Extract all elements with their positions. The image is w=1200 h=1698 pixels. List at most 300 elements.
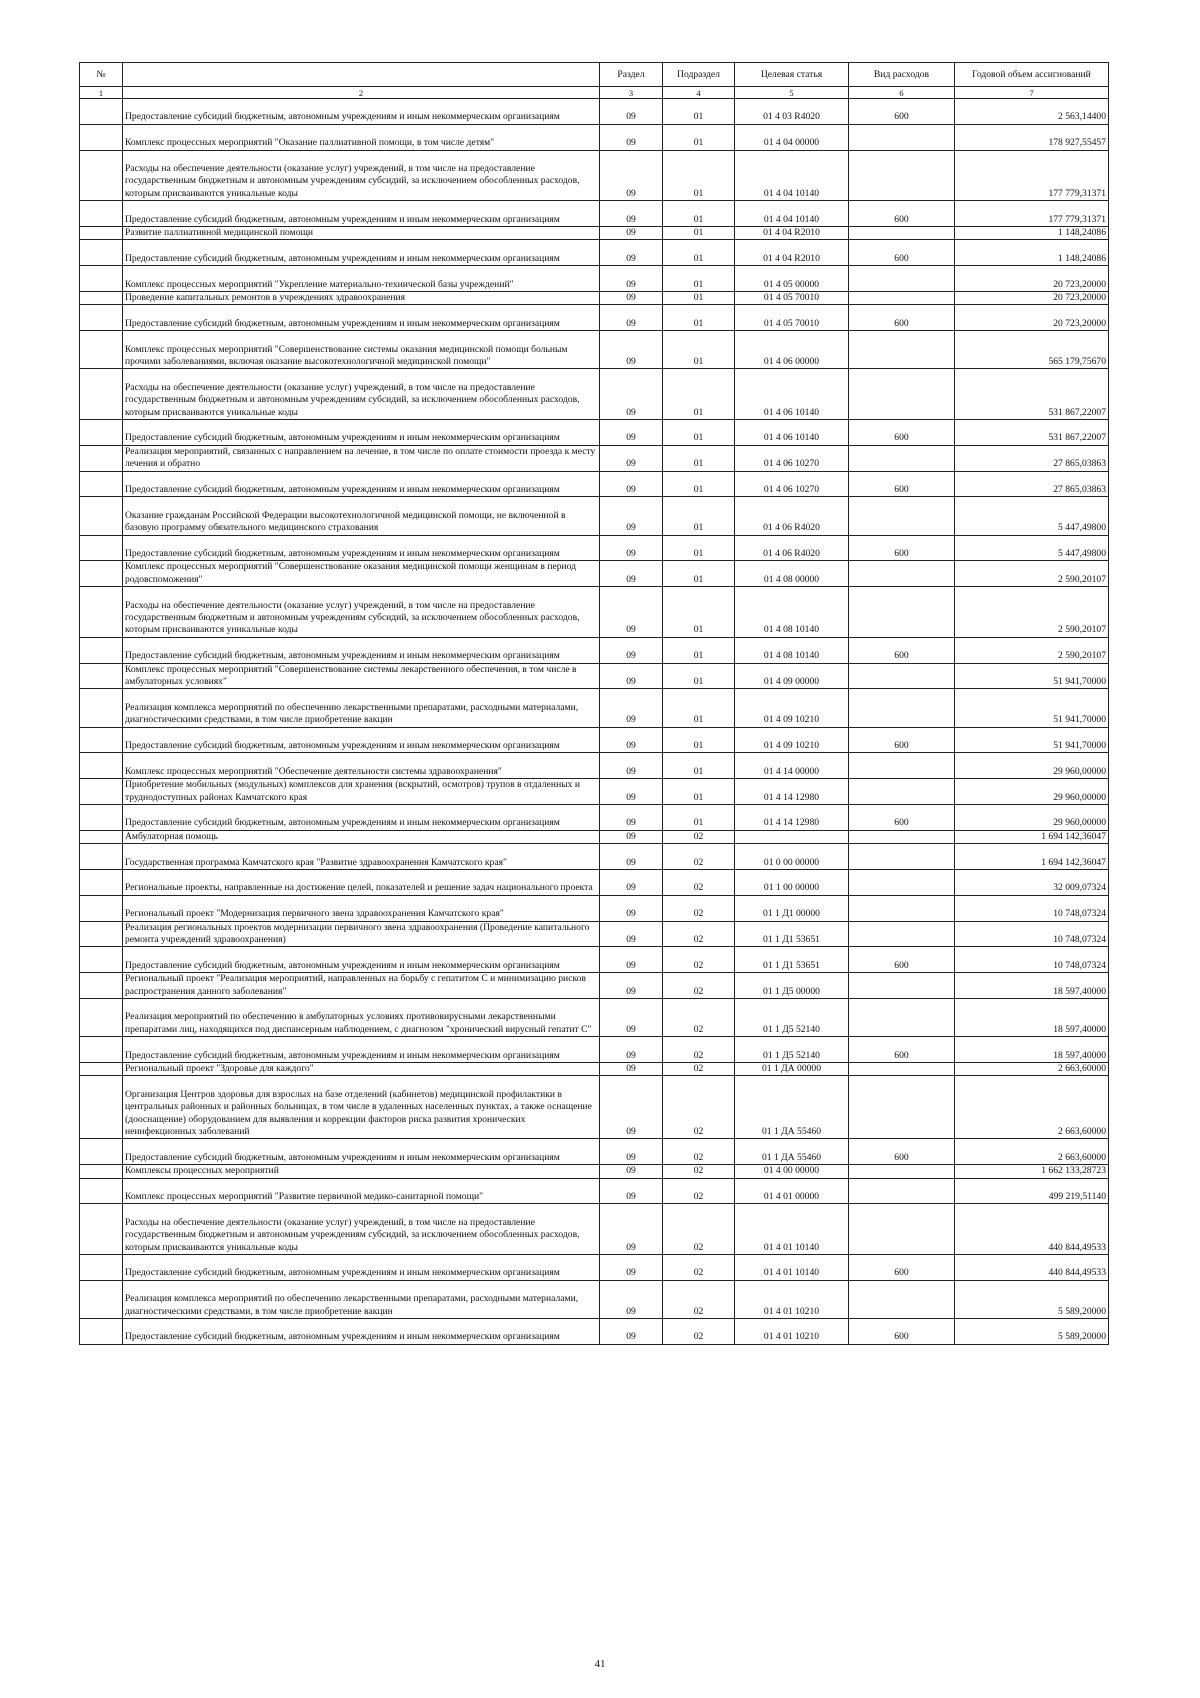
row-section: 09 — [600, 947, 663, 973]
row-amount: 499 219,51140 — [955, 1178, 1109, 1204]
row-subsection: 01 — [663, 753, 735, 779]
row-name: Предоставление субсидий бюджетным, автономным учреждениям и иным некоммерческим организациям — [123, 240, 600, 266]
row-section: 09 — [600, 1280, 663, 1318]
row-number — [80, 637, 123, 663]
row-expense-type: 600 — [849, 1254, 955, 1280]
row-subsection: 02 — [663, 1318, 735, 1344]
table-row — [80, 291, 1109, 304]
row-expense-type — [849, 1178, 955, 1204]
row-target-article: 01 1 ДА 00000 — [735, 1062, 849, 1075]
row-expense-type — [849, 998, 955, 1036]
row-name: Расходы на обеспечение деятельности (оказание услуг) учреждений, в том числе на предоставление государственным бюджетным и автономным учреждениям субсидий, за исключением обособленных расходов, которым присваиваются уникальные коды — [123, 150, 600, 201]
row-expense-type — [849, 895, 955, 921]
row-number — [80, 663, 123, 689]
table-row — [80, 1318, 1109, 1344]
row-number — [80, 689, 123, 727]
row-number — [80, 419, 123, 445]
row-expense-type — [849, 587, 955, 638]
header-sum: Годовой объем ассигнований — [955, 63, 1109, 87]
column-index: 3 — [600, 87, 663, 99]
row-target-article: 01 4 09 00000 — [735, 663, 849, 689]
table-row — [80, 150, 1109, 201]
row-number — [80, 1165, 123, 1178]
row-expense-type: 600 — [849, 1139, 955, 1165]
row-number — [80, 587, 123, 638]
row-amount: 531 867,22007 — [955, 419, 1109, 445]
row-section: 09 — [600, 779, 663, 805]
row-section: 09 — [600, 921, 663, 947]
column-index: 4 — [663, 87, 735, 99]
row-subsection: 01 — [663, 561, 735, 587]
row-section: 09 — [600, 1178, 663, 1204]
table-row — [80, 587, 1109, 638]
row-section: 09 — [600, 1165, 663, 1178]
row-amount: 531 867,22007 — [955, 369, 1109, 420]
table-row — [80, 1204, 1109, 1255]
row-section: 09 — [600, 150, 663, 201]
row-target-article: 01 4 06 R4020 — [735, 497, 849, 535]
row-subsection: 01 — [663, 445, 735, 471]
row-name: Предоставление субсидий бюджетным, автономным учреждениям и иным некоммерческим организациям — [123, 305, 600, 331]
row-subsection: 01 — [663, 535, 735, 561]
row-number — [80, 124, 123, 150]
row-expense-type: 600 — [849, 471, 955, 497]
row-target-article: 01 4 06 10140 — [735, 369, 849, 420]
row-target-article: 01 4 08 10140 — [735, 587, 849, 638]
table-row — [80, 331, 1109, 369]
row-target-article: 01 4 06 10270 — [735, 445, 849, 471]
table-header-row — [80, 63, 1109, 87]
row-amount: 29 960,00000 — [955, 753, 1109, 779]
row-name: Комплекс процессных мероприятий "Совершенствование оказания медицинской помощи женщинам в период родовспоможения" — [123, 561, 600, 587]
row-name: Предоставление субсидий бюджетным, автономным учреждениям и иным некоммерческим организациям — [123, 1254, 600, 1280]
row-expense-type — [849, 331, 955, 369]
row-target-article: 01 4 09 10210 — [735, 727, 849, 753]
table-row — [80, 266, 1109, 292]
row-name: Развитие паллиативной медицинской помощи — [123, 226, 600, 239]
row-number — [80, 445, 123, 471]
table-row — [80, 226, 1109, 239]
row-amount: 2 590,20107 — [955, 561, 1109, 587]
table-row — [80, 497, 1109, 535]
row-name: Реализация региональных проектов модернизации первичного звена здравоохранения (Проведение капитального ремонта учреждений здравоохранения) — [123, 921, 600, 947]
row-name: Комплекс процессных мероприятий "Оказание паллиативной помощи, в том числе детям" — [123, 124, 600, 150]
row-name: Предоставление субсидий бюджетным, автономным учреждениям и иным некоммерческим организациям — [123, 1139, 600, 1165]
table-row — [80, 1254, 1109, 1280]
table-row — [80, 1076, 1109, 1139]
row-target-article: 01 1 Д1 00000 — [735, 895, 849, 921]
row-amount: 27 865,03863 — [955, 445, 1109, 471]
row-target-article: 01 4 01 10210 — [735, 1280, 849, 1318]
row-number — [80, 1037, 123, 1063]
table-row — [80, 201, 1109, 227]
row-section: 09 — [600, 727, 663, 753]
table-row — [80, 779, 1109, 805]
row-number — [80, 921, 123, 947]
row-subsection: 02 — [663, 1139, 735, 1165]
row-expense-type — [849, 663, 955, 689]
row-target-article: 01 4 04 R2010 — [735, 240, 849, 266]
row-amount: 18 597,40000 — [955, 998, 1109, 1036]
row-section: 09 — [600, 124, 663, 150]
row-name: Организация Центров здоровья для взрослых на базе отделений (кабинетов) медицинской профилактики в центральных районных и районных больницах, в том числе в удаленных населенных пунктах, а также оснащение (дооснащение) оборудованием для выявления и коррекции факторов риска развития хронических неинфекционных заболеваний — [123, 1076, 600, 1139]
row-number — [80, 1062, 123, 1075]
table-row — [80, 895, 1109, 921]
row-section: 09 — [600, 895, 663, 921]
row-amount: 51 941,70000 — [955, 663, 1109, 689]
row-amount: 2 663,60000 — [955, 1139, 1109, 1165]
row-expense-type — [849, 1165, 955, 1178]
row-number — [80, 266, 123, 292]
row-name: Реализация мероприятий по обеспечению в амбулаторных условиях противовирусными лекарственными препаратами лиц, находящихся под диспансерным наблюдением, с диагнозом "хронический вирусный гепатит С" — [123, 998, 600, 1036]
row-number — [80, 150, 123, 201]
row-subsection: 01 — [663, 305, 735, 331]
row-name: Предоставление субсидий бюджетным, автономным учреждениям и иным некоммерческим организациям — [123, 947, 600, 973]
budget-table — [79, 62, 1109, 1345]
row-target-article: 01 4 00 00000 — [735, 1165, 849, 1178]
row-subsection: 01 — [663, 291, 735, 304]
row-target-article: 01 4 04 10140 — [735, 150, 849, 201]
row-target-article — [735, 830, 849, 843]
row-amount: 5 589,20000 — [955, 1318, 1109, 1344]
page-number: 41 — [594, 1658, 606, 1670]
row-amount: 10 748,07324 — [955, 921, 1109, 947]
row-name: Амбулаторная помощь — [123, 830, 600, 843]
row-amount: 565 179,75670 — [955, 331, 1109, 369]
row-expense-type — [849, 830, 955, 843]
row-number — [80, 998, 123, 1036]
row-subsection: 02 — [663, 1254, 735, 1280]
table-body — [80, 99, 1109, 1345]
row-number — [80, 804, 123, 830]
row-section: 09 — [600, 240, 663, 266]
row-amount: 32 009,07324 — [955, 869, 1109, 895]
row-number — [80, 561, 123, 587]
row-section: 09 — [600, 830, 663, 843]
row-amount: 440 844,49533 — [955, 1254, 1109, 1280]
table-row — [80, 471, 1109, 497]
row-subsection: 02 — [663, 1165, 735, 1178]
table-row — [80, 419, 1109, 445]
row-section: 09 — [600, 99, 663, 125]
row-name: Расходы на обеспечение деятельности (оказание услуг) учреждений, в том числе на предоставление государственным бюджетным и автономным учреждениям субсидий, за исключением обособленных расходов, которым присваиваются уникальные коды — [123, 369, 600, 420]
row-target-article: 01 4 08 00000 — [735, 561, 849, 587]
row-name: Предоставление субсидий бюджетным, автономным учреждениям и иным некоммерческим организациям — [123, 804, 600, 830]
row-amount: 5 447,49800 — [955, 535, 1109, 561]
row-name: Реализация мероприятий, связанных с направлением на лечение, в том числе по оплате стоимости проезда к месту лечения и обратно — [123, 445, 600, 471]
row-expense-type — [849, 1062, 955, 1075]
row-section: 09 — [600, 1139, 663, 1165]
row-amount: 1 694 142,36047 — [955, 844, 1109, 870]
row-section: 09 — [600, 369, 663, 420]
row-expense-type: 600 — [849, 637, 955, 663]
row-name: Предоставление субсидий бюджетным, автономным учреждениям и иным некоммерческим организациям — [123, 1037, 600, 1063]
table-row — [80, 637, 1109, 663]
row-amount: 177 779,31371 — [955, 150, 1109, 201]
row-section: 09 — [600, 1254, 663, 1280]
row-target-article: 01 1 Д5 52140 — [735, 998, 849, 1036]
row-section: 09 — [600, 445, 663, 471]
row-amount: 27 865,03863 — [955, 471, 1109, 497]
row-section: 09 — [600, 419, 663, 445]
header-target: Целевая статья — [735, 63, 849, 87]
row-section: 09 — [600, 201, 663, 227]
table-row — [80, 1062, 1109, 1075]
row-amount: 178 927,55457 — [955, 124, 1109, 150]
row-amount: 18 597,40000 — [955, 973, 1109, 999]
row-subsection: 02 — [663, 1062, 735, 1075]
row-name: Государственная программа Камчатского края "Развитие здравоохранения Камчатского края" — [123, 844, 600, 870]
table-row — [80, 1178, 1109, 1204]
table-row — [80, 921, 1109, 947]
table-row — [80, 240, 1109, 266]
row-amount: 2 663,60000 — [955, 1062, 1109, 1075]
row-target-article: 01 4 01 10140 — [735, 1204, 849, 1255]
column-index: 5 — [735, 87, 849, 99]
row-expense-type — [849, 973, 955, 999]
table-row — [80, 689, 1109, 727]
row-section: 09 — [600, 973, 663, 999]
row-number — [80, 291, 123, 304]
row-section: 09 — [600, 689, 663, 727]
row-target-article: 01 4 06 10270 — [735, 471, 849, 497]
row-amount: 2 590,20107 — [955, 587, 1109, 638]
header-expense: Вид расходов — [849, 63, 955, 87]
row-subsection: 02 — [663, 869, 735, 895]
column-index: 2 — [123, 87, 600, 99]
row-target-article: 01 0 00 00000 — [735, 844, 849, 870]
row-subsection: 02 — [663, 895, 735, 921]
row-number — [80, 973, 123, 999]
row-name: Предоставление субсидий бюджетным, автономным учреждениям и иным некоммерческим организациям — [123, 99, 600, 125]
row-subsection: 02 — [663, 844, 735, 870]
table-row — [80, 830, 1109, 843]
row-expense-type — [849, 844, 955, 870]
header-section: Раздел — [600, 63, 663, 87]
row-target-article: 01 4 05 70010 — [735, 291, 849, 304]
row-subsection: 02 — [663, 973, 735, 999]
row-number — [80, 1318, 123, 1344]
row-amount: 20 723,20000 — [955, 305, 1109, 331]
row-expense-type — [849, 561, 955, 587]
column-index: 1 — [80, 87, 123, 99]
row-expense-type — [849, 369, 955, 420]
row-amount: 20 723,20000 — [955, 291, 1109, 304]
row-section: 09 — [600, 471, 663, 497]
row-name: Предоставление субсидий бюджетным, автономным учреждениям и иным некоммерческим организациям — [123, 535, 600, 561]
table-row — [80, 1165, 1109, 1178]
row-number — [80, 1280, 123, 1318]
row-target-article: 01 1 Д1 53651 — [735, 947, 849, 973]
row-expense-type: 600 — [849, 99, 955, 125]
row-target-article: 01 1 Д5 52140 — [735, 1037, 849, 1063]
table-row — [80, 1037, 1109, 1063]
table-row — [80, 124, 1109, 150]
row-name: Предоставление субсидий бюджетным, автономным учреждениям и иным некоммерческим организациям — [123, 201, 600, 227]
row-target-article: 01 4 03 R4020 — [735, 99, 849, 125]
row-target-article: 01 4 01 10140 — [735, 1254, 849, 1280]
row-number — [80, 471, 123, 497]
row-expense-type: 600 — [849, 305, 955, 331]
row-section: 09 — [600, 637, 663, 663]
table-row — [80, 369, 1109, 420]
row-subsection: 01 — [663, 226, 735, 239]
table-row — [80, 869, 1109, 895]
row-subsection: 02 — [663, 1204, 735, 1255]
row-name: Региональные проекты, направленные на достижение целей, показателей и решение задач национального проекта — [123, 869, 600, 895]
row-expense-type — [849, 226, 955, 239]
row-target-article: 01 4 06 00000 — [735, 331, 849, 369]
row-target-article: 01 4 14 12980 — [735, 779, 849, 805]
row-number — [80, 947, 123, 973]
row-name: Предоставление субсидий бюджетным, автономным учреждениям и иным некоммерческим организациям — [123, 637, 600, 663]
row-number — [80, 869, 123, 895]
row-subsection: 01 — [663, 804, 735, 830]
row-expense-type — [849, 753, 955, 779]
row-number — [80, 331, 123, 369]
row-name: Комплекс процессных мероприятий "Совершенствование системы лекарственного обеспечения, в том числе в амбулаторных условиях" — [123, 663, 600, 689]
column-index: 6 — [849, 87, 955, 99]
row-name: Региональный проект "Модернизация первичного звена здравоохранения Камчатского края" — [123, 895, 600, 921]
row-expense-type — [849, 1204, 955, 1255]
row-amount: 18 597,40000 — [955, 1037, 1109, 1063]
row-number — [80, 895, 123, 921]
row-target-article: 01 4 04 R2010 — [735, 226, 849, 239]
row-name: Реализация комплекса мероприятий по обеспечению лекарственными препаратами, расходными материалами, диагностическими средствами, в том числе приобретение вакцин — [123, 1280, 600, 1318]
row-number — [80, 1254, 123, 1280]
row-expense-type — [849, 291, 955, 304]
row-expense-type: 600 — [849, 947, 955, 973]
row-amount: 51 941,70000 — [955, 727, 1109, 753]
row-section: 09 — [600, 535, 663, 561]
header-no: № — [80, 63, 123, 87]
row-number — [80, 1076, 123, 1139]
row-subsection: 01 — [663, 587, 735, 638]
row-amount: 440 844,49533 — [955, 1204, 1109, 1255]
row-subsection: 01 — [663, 124, 735, 150]
row-section: 09 — [600, 869, 663, 895]
row-section: 09 — [600, 998, 663, 1036]
row-target-article: 01 4 05 00000 — [735, 266, 849, 292]
row-number — [80, 779, 123, 805]
row-section: 09 — [600, 1076, 663, 1139]
row-subsection: 02 — [663, 1037, 735, 1063]
row-section: 09 — [600, 804, 663, 830]
row-target-article: 01 4 01 00000 — [735, 1178, 849, 1204]
row-number — [80, 305, 123, 331]
row-name: Региональный проект "Реализация мероприятий, направленных на борьбу с гепатитом С и минимизацию рисков распространения данного заболевания" — [123, 973, 600, 999]
row-amount: 10 748,07324 — [955, 947, 1109, 973]
table-row — [80, 753, 1109, 779]
row-expense-type — [849, 779, 955, 805]
column-index-row — [80, 87, 1109, 99]
row-section: 09 — [600, 587, 663, 638]
row-subsection: 01 — [663, 727, 735, 753]
row-amount: 29 960,00000 — [955, 804, 1109, 830]
row-expense-type: 600 — [849, 419, 955, 445]
row-target-article: 01 1 ДА 55460 — [735, 1139, 849, 1165]
table-row — [80, 561, 1109, 587]
row-expense-type — [849, 266, 955, 292]
row-section: 09 — [600, 266, 663, 292]
row-amount: 20 723,20000 — [955, 266, 1109, 292]
row-name: Реализация комплекса мероприятий по обеспечению лекарственными препаратами, расходными материалами, диагностическими средствами, в том числе приобретение вакцин — [123, 689, 600, 727]
table-row — [80, 1139, 1109, 1165]
table-row — [80, 663, 1109, 689]
row-subsection: 02 — [663, 1280, 735, 1318]
row-amount: 29 960,00000 — [955, 779, 1109, 805]
row-subsection: 01 — [663, 637, 735, 663]
row-subsection: 01 — [663, 331, 735, 369]
row-expense-type — [849, 1280, 955, 1318]
row-amount: 2 663,60000 — [955, 1076, 1109, 1139]
row-number — [80, 99, 123, 125]
row-subsection: 01 — [663, 99, 735, 125]
row-subsection: 01 — [663, 779, 735, 805]
row-expense-type: 600 — [849, 240, 955, 266]
row-section: 09 — [600, 844, 663, 870]
row-section: 09 — [600, 753, 663, 779]
row-target-article: 01 4 08 10140 — [735, 637, 849, 663]
header-subsection: Подраздел — [663, 63, 735, 87]
row-target-article: 01 4 14 12980 — [735, 804, 849, 830]
table-row — [80, 804, 1109, 830]
row-name: Комплекс процессных мероприятий "Обеспечение деятельности системы здравоохранения" — [123, 753, 600, 779]
row-target-article: 01 1 Д5 00000 — [735, 973, 849, 999]
column-index: 7 — [955, 87, 1109, 99]
table-row — [80, 99, 1109, 125]
row-target-article: 01 1 ДА 55460 — [735, 1076, 849, 1139]
row-expense-type — [849, 445, 955, 471]
table-row — [80, 535, 1109, 561]
row-subsection: 01 — [663, 369, 735, 420]
row-amount: 1 148,24086 — [955, 240, 1109, 266]
row-name: Комплекс процессных мероприятий "Укрепление материально-технической базы учреждений" — [123, 266, 600, 292]
row-amount: 10 748,07324 — [955, 895, 1109, 921]
row-subsection: 01 — [663, 471, 735, 497]
row-subsection: 02 — [663, 830, 735, 843]
row-target-article: 01 4 06 R4020 — [735, 535, 849, 561]
row-subsection: 01 — [663, 266, 735, 292]
row-subsection: 02 — [663, 1178, 735, 1204]
row-name: Предоставление субсидий бюджетным, автономным учреждениям и иным некоммерческим организациям — [123, 727, 600, 753]
row-number — [80, 535, 123, 561]
row-section: 09 — [600, 291, 663, 304]
table-row — [80, 844, 1109, 870]
row-section: 09 — [600, 226, 663, 239]
row-expense-type: 600 — [849, 1037, 955, 1063]
row-name: Предоставление субсидий бюджетным, автономным учреждениям и иным некоммерческим организациям — [123, 419, 600, 445]
row-expense-type: 600 — [849, 1318, 955, 1344]
row-subsection: 02 — [663, 921, 735, 947]
table-row — [80, 445, 1109, 471]
row-amount: 5 589,20000 — [955, 1280, 1109, 1318]
table-row — [80, 973, 1109, 999]
row-target-article: 01 4 04 00000 — [735, 124, 849, 150]
row-section: 09 — [600, 497, 663, 535]
row-expense-type — [849, 921, 955, 947]
row-expense-type: 600 — [849, 727, 955, 753]
row-target-article: 01 4 01 10210 — [735, 1318, 849, 1344]
row-target-article: 01 4 06 10140 — [735, 419, 849, 445]
table-row — [80, 727, 1109, 753]
row-amount: 1 148,24086 — [955, 226, 1109, 239]
row-section: 09 — [600, 1318, 663, 1344]
row-number — [80, 830, 123, 843]
row-amount: 2 590,20107 — [955, 637, 1109, 663]
row-amount: 5 447,49800 — [955, 497, 1109, 535]
row-name: Расходы на обеспечение деятельности (оказание услуг) учреждений, в том числе на предоставление государственным бюджетным и автономным учреждениям субсидий, за исключением обособленных расходов, которым присваиваются уникальные коды — [123, 587, 600, 638]
